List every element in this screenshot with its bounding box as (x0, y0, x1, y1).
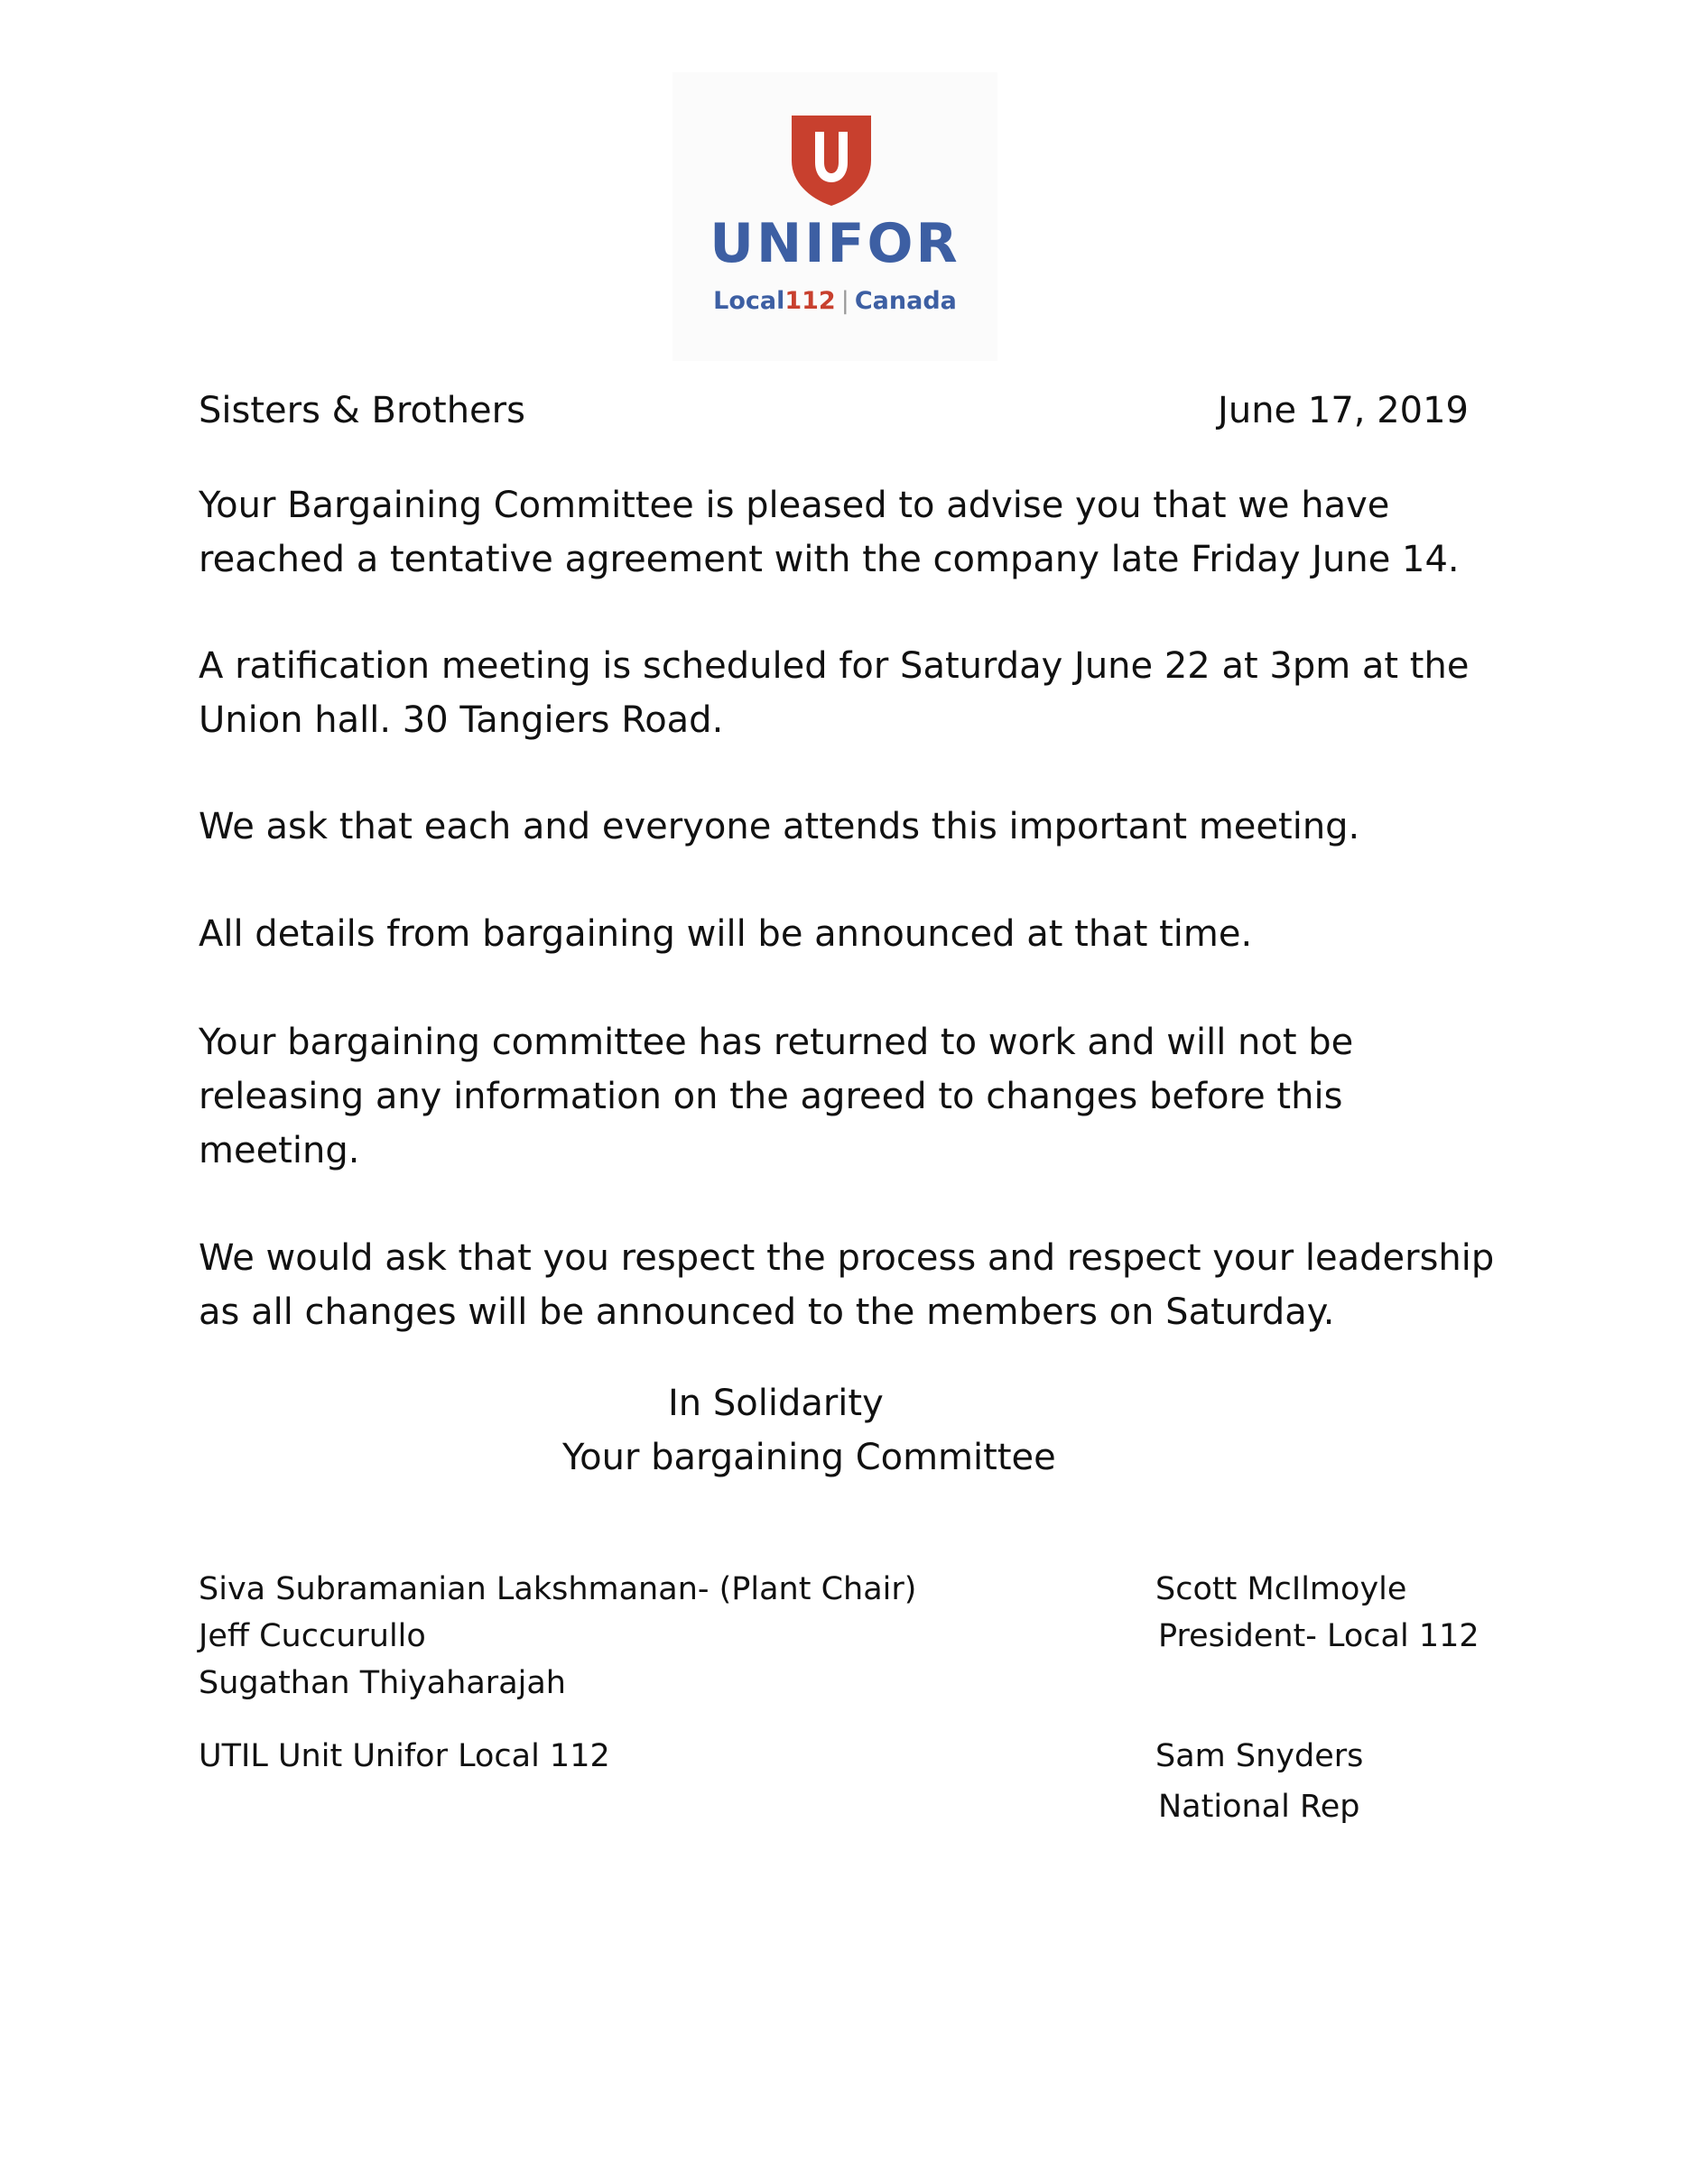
signatory-name: Jeff Cuccurullo (199, 1618, 426, 1654)
closing-committee: Your bargaining Committee (562, 1437, 1056, 1478)
paragraph (199, 478, 1516, 587)
logo-local-number: 112 (784, 287, 836, 315)
national-rep-name: Sam Snyders (1155, 1738, 1364, 1774)
paragraph-line: Your bargaining committee has returned to work and will not be (199, 1022, 1354, 1063)
letter-date: June 17, 2019 (1218, 390, 1469, 431)
paragraph-line: We would ask that you respect the process and respect your leadership (199, 1237, 1495, 1279)
national-rep-title: National Rep (1158, 1789, 1360, 1825)
logo-country: Canada (854, 287, 957, 315)
paragraph (199, 800, 1516, 854)
logo-separator: | (840, 287, 849, 315)
logo-subline (672, 289, 997, 313)
paragraph-line: releasing any information on the agreed to changes before this (199, 1076, 1343, 1117)
signatory-name: Siva Subramanian Lakshmanan- (Plant Chair) (199, 1571, 917, 1607)
paragraph (199, 907, 1516, 961)
paragraph-line: meeting. (199, 1130, 360, 1171)
paragraph-line: All details from bargaining will be announced at that time. (199, 913, 1253, 955)
logo-wordmark: UNIFOR (710, 212, 960, 275)
paragraph-line: Union hall. 30 Tangiers Road. (199, 699, 724, 741)
paragraph-line: as all changes will be announced to the members on Saturday. (199, 1291, 1335, 1333)
paragraph-line: We ask that each and everyone attends this important meeting. (199, 806, 1360, 847)
paragraph (199, 1231, 1516, 1339)
paragraph-line: A ratification meeting is scheduled for Saturday June 22 at 3pm at the (199, 645, 1470, 687)
signatory-unit: UTIL Unit Unifor Local 112 (199, 1738, 610, 1774)
president-name: Scott McIlmoyle (1155, 1571, 1407, 1607)
paragraph (199, 1015, 1516, 1178)
unifor-shield-icon (788, 110, 875, 209)
signatory-name: Sugathan Thiyaharajah (199, 1665, 566, 1701)
paragraph (199, 639, 1516, 747)
paragraph-line: Your Bargaining Committee is pleased to advise you that we have (199, 485, 1390, 526)
salutation: Sisters & Brothers (199, 390, 525, 431)
unifor-logo (672, 72, 997, 361)
closing-solidarity: In Solidarity (668, 1383, 884, 1424)
paragraph-line: reached a tentative agreement with the company late Friday June 14. (199, 539, 1460, 580)
logo-local-word: Local (713, 287, 785, 315)
president-title: President- Local 112 (1158, 1618, 1479, 1654)
